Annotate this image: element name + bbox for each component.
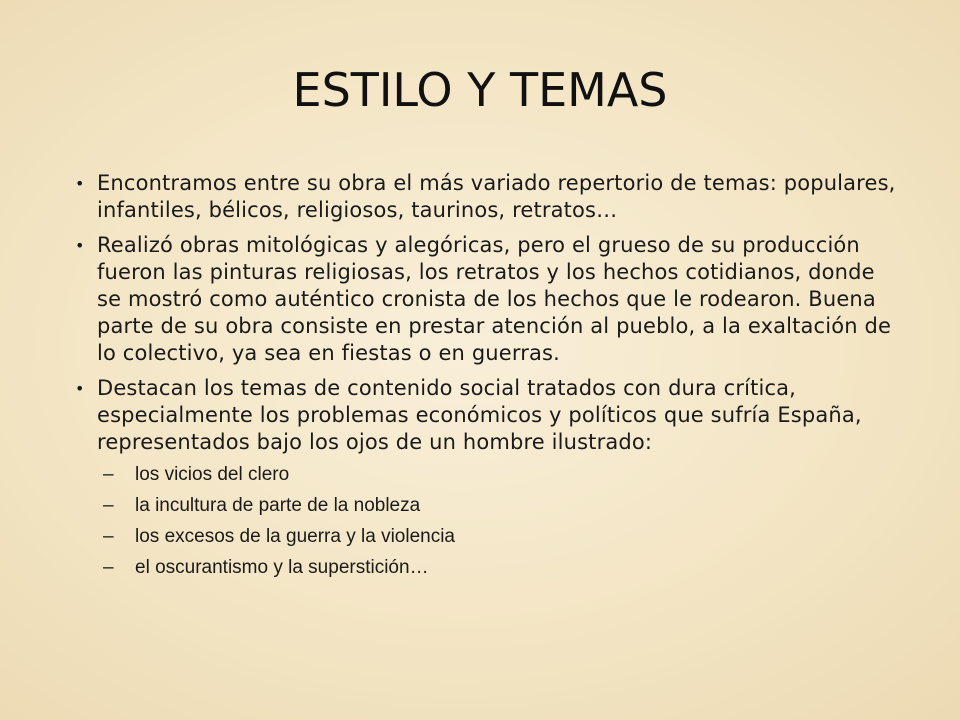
dash-marker: – bbox=[103, 495, 114, 516]
sub-item-text: la incultura de parte de la nobleza bbox=[135, 495, 421, 516]
dash-marker: – bbox=[103, 526, 114, 547]
dash-marker: – bbox=[103, 464, 114, 485]
bullet-text: Destacan los temas de contenido social tratados con dura crítica, especialmente los problemas económicos y políticos que sufría España, representados bajo los ojos de un hombre ilustrado: bbox=[97, 376, 862, 454]
slide-content bbox=[75, 170, 905, 588]
bullet-marker: • bbox=[75, 174, 85, 193]
bullet-marker: • bbox=[75, 236, 85, 255]
sub-list-item bbox=[75, 495, 905, 517]
sub-list-item bbox=[75, 557, 905, 579]
bullet-marker: • bbox=[75, 379, 85, 398]
sub-item-text: el oscurantismo y la superstición… bbox=[135, 557, 429, 578]
bullet-text: Realizó obras mitológicas y alegóricas, pero el grueso de su producción fueron las pinturas religiosas, los retratos y los hechos cotidianos, donde se mostró como auténtico cronista de los hechos que le rodearon. Buena parte de su obra consiste en prestar atención al pueblo, a la exaltación de lo colectivo, ya sea en fiestas o en guerras. bbox=[97, 233, 892, 365]
sub-list bbox=[75, 464, 905, 579]
sub-list-item bbox=[75, 464, 905, 486]
sub-item-text: los excesos de la guerra y la violencia bbox=[135, 526, 456, 547]
slide-title: ESTILO Y TEMAS bbox=[292, 63, 668, 117]
dash-marker: – bbox=[103, 557, 114, 578]
sub-list-item bbox=[75, 526, 905, 548]
bullet-item bbox=[75, 375, 905, 456]
bullet-text: Encontramos entre su obra el más variado repertorio de temas: populares, infantiles, bélicos, religiosos, taurinos, retratos… bbox=[97, 171, 896, 222]
sub-item-text: los vicios del clero bbox=[135, 464, 290, 485]
bullet-item bbox=[75, 170, 905, 224]
bullet-item bbox=[75, 232, 905, 367]
